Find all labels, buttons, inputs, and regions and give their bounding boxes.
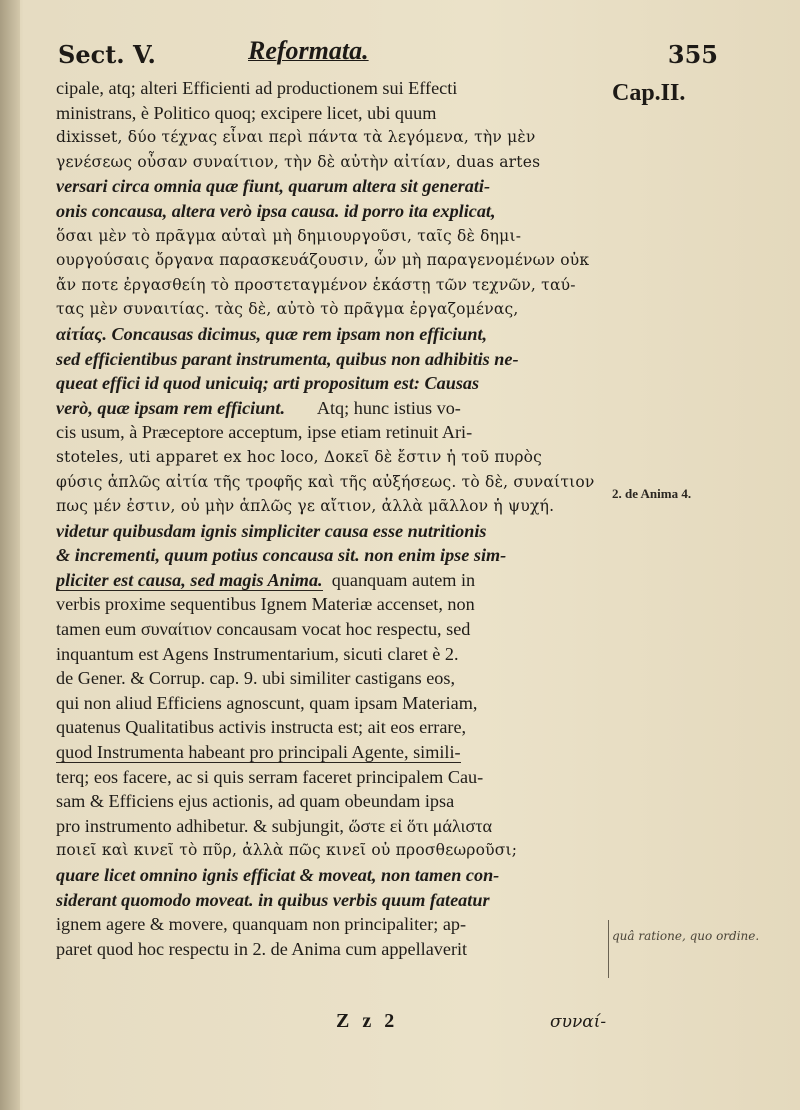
text-line [56,568,612,593]
text-line: sam & Efficiens ejus actionis, ad quam obeundam ipsa [56,791,455,812]
text-line: ὅσαι μὲν τὸ πρᾶγμα αὐταὶ μὴ δημιουργοῦσι, ταῖς δὲ δημι- [56,226,522,245]
text-line: de Gener. & Corrup. cap. 9. ubi similiter castigans eos, [56,668,456,689]
text-line: videtur quibusdam ignis simpliciter causa esse nutritionis [56,520,487,541]
text-line: terq; eos facere, ac si quis serram faceret principalem Cau- [56,766,484,787]
text-line: qui non aliud Efficiens agnoscunt, quam ipsam Materiam, [56,692,478,713]
text-line [56,396,612,421]
text-span: pliciter est causa, sed magis Anima. [56,569,323,590]
chapter-reference: Cap.II. [612,80,686,106]
text-line: quatenus Qualitatibus activis instructa est; ait eos errare, [56,717,467,738]
running-head [58,36,718,76]
text-span: quanquam autem in [331,569,476,590]
text-line: inquantum est Agens Instrumentarium, sicuti claret è 2. [56,643,459,664]
text-line: cipale, atq; alteri Efficienti ad productionem sui Effecti [56,78,458,98]
body-text [56,76,612,961]
annotation-bracket [600,920,609,978]
text-line: verbis proxime sequentibus Ignem Materiæ accenset, non [56,594,475,615]
text-line: cis usum, à Præceptore acceptum, ipse etiam retinuit Ari- [56,422,473,443]
text-line: & incrementi, quum potius concausa sit. non enim ipse sim- [56,545,507,566]
section-label: Sect. V. [58,40,156,69]
text-line: πως μέν ἐστιν, οὐ μὴν ἁπλῶς γε αἴτιον, ἀλλὰ μᾶλλον ἡ ψυχή. [56,497,555,516]
underlined-span: quod Instrumenta habeant pro principali Agente, simili- [56,742,461,763]
text-line: ουργούσαις ὄργανα παρασκευάζουσιν, ὧν μὴ παραγενομένων οὐκ [56,251,590,270]
text-line: ἄν ποτε ἐργασθείη τὸ προστεταγμένον ἑκάστῃ τῶν τεχνῶν, ταύ- [56,275,576,294]
text-span: verò, quæ ipsam rem efficiunt. [56,397,286,418]
page-gutter-shadow [0,0,20,1110]
margin-note: 2. de Anima 4. [612,486,692,501]
text-line: siderant quomodo moveat. in quibus verbis quum fateatur [56,889,490,910]
text-line: paret quod hoc respectu in 2. de Anima cum appellaverit [56,938,468,959]
text-line: queat effici id quod unicuiq; arti propositum est: Causas [56,373,480,394]
page-number: 355 [667,40,718,69]
text-line: dixisset, δύο τέχνας εἶναι περὶ πάντα τὰ λεγόμενα, τὴν μὲν [56,128,536,147]
text-line: ποιεῖ καὶ κινεῖ τὸ πῦρ, ἀλλὰ πῶς κινεῖ οὐ προσθεωροῦσι; [56,841,518,860]
text-line: pro instrumento adhibetur. & subjungit, ὥστε εἰ ὅτι μάλιστα [56,815,493,836]
text-line: quare licet omnino ignis efficiat & moveat, non tamen con- [56,865,500,885]
text-line: τας μὲν συναιτίας. τὰς δὲ, αὐτὸ τὸ πρᾶγμα ἐργαζομένας, [56,300,519,319]
text-line: tamen eum συναίτιον concausam vocat hoc respectu, sed [56,619,471,640]
text-line: sed efficientibus parant instrumenta, quibus non adhibitis ne- [56,348,519,369]
text-line: φύσις ἁπλῶς αἰτία τῆς τροφῆς καὶ τῆς αὐξήσεως. τὸ δὲ, συναίτιον [56,472,595,491]
catchword: συναί- [550,1012,607,1032]
text-line: ignem agere & movere, quanquam non principaliter; ap- [56,914,467,935]
text-line: γενέσεως οὖσαν συναίτιον, τὴν δὲ αὐτὴν αἰτίαν, duas artes [56,152,541,171]
text-line: versari circa omnia quæ fiunt, quarum altera sit generati- [56,176,491,197]
text-line: αἰτίας. Concausas dicimus, quæ rem ipsam non efficiunt, [56,323,488,344]
text-line: ministrans, è Politico quoq; excipere licet, ubi quum [56,102,437,123]
text-line [56,740,612,765]
signature-mark: Z z 2 [336,1010,399,1032]
running-title: Reformata. [248,36,369,65]
text-line: stoteles, uti apparet ex hoc loco, Δοκεῖ δὲ ἔστιν ἡ τοῦ πυρὸς [56,447,543,466]
text-span: Atq; hunc istius vo- [316,397,461,418]
handwritten-note: quâ ratione, quo ordine. [612,929,760,943]
text-line: onis concausa, altera verò ipsa causa. id porro ita explicat, [56,200,496,221]
